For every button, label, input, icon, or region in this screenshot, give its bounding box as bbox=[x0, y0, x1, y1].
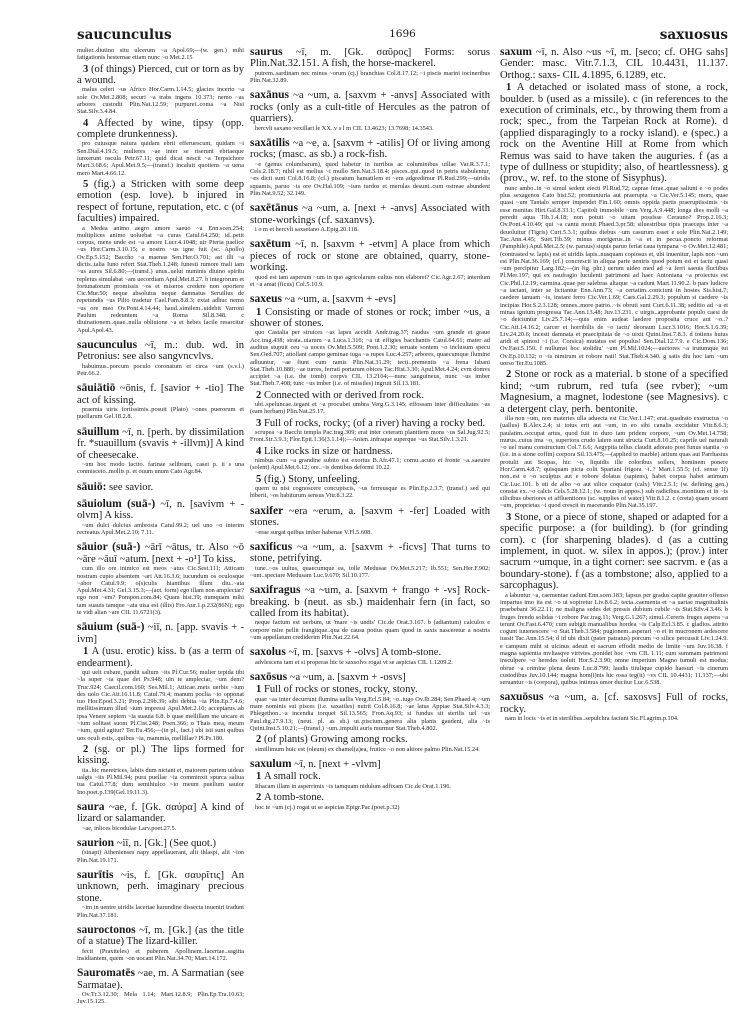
sense-definition: 5 (fig.) a Stricken with some deep emotion (esp. love). b injured in respect of fortune, reputation, etc. c (of faculties) impaired. bbox=[77, 178, 244, 225]
definition-text: ~ārī ~ātus, tr. Also ~ō ~āre ~āuī ~atum. [next + -o¹] To kiss. bbox=[77, 542, 244, 565]
entry-definition bbox=[250, 47, 490, 70]
dictionary-entry bbox=[77, 340, 244, 377]
definition-text: ~a ~um, a. [cf. saxosvs] Full of rocks, rocky. bbox=[500, 692, 728, 715]
entry-definition bbox=[250, 90, 490, 124]
headword: saxōsus bbox=[250, 671, 288, 684]
sense-definition: 1 A detached or isolated mass of stone, a rock, boulder. b (used as a missile). c (in references to the execution of criminals, etc., by throwing them from a rock; spec., from the Tarpeian Rock at Rome). d (applied disparagingly to a rocky island). e (spec.) a rock on the Aventine Hill at Rome from which Remus was said to have taken the auguries. f (as a type of dullness or stupidity; also, of heartlessness). g (prov., w. ref. to the stone of Sisyphus). bbox=[500, 82, 728, 185]
dictionary-entry bbox=[250, 542, 490, 579]
headword: saurion bbox=[77, 837, 115, 849]
citation-block: qui uelt cubare, pandit saltum ~iis Pl.Cur.56; mulier tepida tibi ~la super ~ia quae det Ps.948; uin te amplectar, ~um dem? Truc.924; Caecil.com.160; Ses.Mil.1; Atticae..meis uerbis ~ium des uolo Cic.Att.16.11.8; Catul.79.4; manum poclia ~io opponat tuo Hor.Epod.3.21; Prop.2.29b.39; sibi debita ~ia Plin.Ep.7.4.6; mellitissimum illud ~ium impressi Apul.Met.2.10; acceptarus..ab ipsa Venere septem ~ia suauia 6.8. b quae mellillam me uocare et ~ium solitast suom Pl.Cist.248; Poen.366; o Thais mea, meum ~ium, quid agitur? Ter.Eu.456;—(in pl., fact.) ubi isti sunt quibus uos oculi estis,..quibus ~ia, mammia, mellillae? Pl.Ps.180. bbox=[77, 668, 244, 742]
headword: sāuiō: bbox=[77, 480, 107, 493]
definition-text: ~a ~um, a. [saxvm + -ficvs] That turns to stone, petrifying. bbox=[250, 541, 490, 565]
definition-text: ~ī, n. [perh. by dissimilation fr. *suauillum (svavis + -illvm)] A kind of cheesecake. bbox=[77, 426, 244, 461]
citation-block: mulier..diutino situ ulcerum ~a Apol.69;—(w. gen.) mihi fatigationis hesternae etiam nunc ~o Met.2.15 bbox=[77, 47, 244, 62]
citation-block: pro cuiusque natura quidam ebrii efferuescunt, quidam ~i Sen.Dial.4.19.5; mulieres ~ae inter se riserunt ebriaeque iunxerunt oscula Petr.67.11; quid dicat nescit ~a Terpsichore Mart.3.68.6; Apul.Met.9.5;—(transf.) incaluit quotiens ~a uena mero Mart.4.66.12. bbox=[77, 140, 244, 177]
sense-definition: 1 A small rock. bbox=[256, 771, 321, 783]
dictionary-entry bbox=[77, 968, 244, 1005]
sense-number: 2 bbox=[256, 389, 264, 401]
headword: saxātilis bbox=[250, 136, 290, 149]
entry-definition bbox=[77, 340, 244, 363]
headword: saucunculus bbox=[77, 338, 138, 351]
dictionary-entry bbox=[77, 622, 244, 796]
citation-block: ~ae, inlices bicodulae Larv.poet.27.5. bbox=[82, 824, 177, 832]
citation-block: quod est tam asperum ~um in quo agricolarum cultus non elaboret? Cic.Agr.2.67; interdum et ~a amat (ficus) Col.5.10.9. bbox=[250, 273, 490, 288]
column-left bbox=[77, 47, 244, 1012]
definition-text: ~a ~um, a. [saxvm + frango + -vs] Rock-breaking. b (neut. as sb.) maidenhair fern (in fact, so called from its habitat). bbox=[250, 585, 490, 620]
headword: saura bbox=[77, 800, 105, 813]
citation-block: ubi..speluncae..tegant et ~a procubet umbra Verg.G.3.145; effossam inter difficultates ~as (eam herbam) Plin.Nat.25.17. bbox=[250, 401, 490, 416]
definition-text: ~ī, m. [saxvs + -olvs] A tomb-stone. bbox=[285, 647, 442, 659]
dictionary-entry bbox=[77, 802, 244, 832]
sense-number: 5 bbox=[256, 473, 264, 485]
citation-block: simillimum huic est (oleum) ex chamel(a)ea, frutice ~o non altiore palmo Plin.Nat.15.24. bbox=[255, 745, 480, 753]
sense-number: 1 bbox=[506, 82, 517, 94]
entry-definition bbox=[250, 506, 490, 529]
sense-definition: 1 Full of rocks or stones, rocky, stony. bbox=[256, 684, 418, 696]
headword: saxolus bbox=[250, 646, 286, 659]
sense-definition: 5 (fig.) Stony, unfeeling. bbox=[256, 473, 361, 485]
citation-block: ~erae surgat quibus imber habenae V.Fl.5.608. bbox=[255, 528, 372, 536]
sense-number: 1 bbox=[256, 684, 264, 696]
citation-block: Ithacam illam in asperrimis ~is tamquam nidulum adfixam Cic.de Orat.1.196. bbox=[255, 782, 451, 790]
definition-text: ~a ~um, a. [saxvm + -osvs] bbox=[287, 672, 406, 684]
headword: saxifer bbox=[250, 504, 284, 517]
dictionary-entry bbox=[77, 47, 244, 334]
dictionary-entry bbox=[250, 647, 490, 666]
sense-definition: 3 (of things) Pierced, cut or torn as by a wound. bbox=[77, 63, 244, 86]
definition-text: ~iī, n. [Gk.] (See quot.) bbox=[114, 838, 217, 849]
headword: sāuillum bbox=[77, 425, 120, 438]
guide-word-right: saxuosus bbox=[659, 27, 728, 43]
headword: saxulum bbox=[250, 758, 292, 771]
entry-definition bbox=[250, 759, 490, 770]
sense-definition: 4 Like rocks in size or hardness. bbox=[256, 445, 393, 457]
dictionary-entry bbox=[250, 585, 490, 641]
definition-text: ~a ~um, a. [saxvm + -anvs] Associated with rocks (only as a cult-title of Hercules as the patron of quarriers). bbox=[250, 90, 490, 125]
headword: sāuium (suā-) bbox=[77, 621, 145, 634]
headword: sāuiātiō bbox=[77, 382, 116, 395]
dictionary-entry bbox=[250, 138, 490, 197]
definition-text: ~ōnis, f. [savior + -tio] The act of kissing. bbox=[77, 383, 244, 406]
headword: saxētānus bbox=[250, 202, 298, 215]
entry-definition bbox=[77, 383, 244, 406]
definition-text: ~is, f. [Gk. σαυρῖτις] An unknown, perh. imaginary precious stone. bbox=[77, 870, 244, 904]
entry-definition bbox=[77, 427, 244, 461]
headword: saxifragus bbox=[250, 584, 301, 597]
sense-definition: 2 Stone or rock as a material. b stone of a specified kind; ~um rubrum, red tufa (see rvber); ~um Magnesium, a magnet, lodestone (see Magnesivs). c a detergent clay, perh. bentonite. bbox=[500, 369, 728, 415]
entry-definition bbox=[250, 138, 490, 161]
sense-number: 2 bbox=[256, 734, 264, 746]
dictionary-entry bbox=[250, 672, 490, 753]
headword: saurus bbox=[250, 46, 283, 58]
citation-block: nunc ambo..in ~o simul sedent eiecti Pl.Rud.72; caprae ferae..quae saliunt e ~o podes plus sexagenos Cato hist.52; promunturia aut praerupta ~a Cic.Ver.5.145; mors, quae quasi ~um Tantalo semper impendet Fin.1.60; omnis oppida partis praeruptissimis ~is esse munitas Hirt.Gal.8.33.1; Capitoli immobile ~um Verg.A.9.448; longa dies molli ~a peredit aqua Tib.1.4.18; non potuit ~o uitam possisse Ceraunо? Prop.2.16.3; Ov.Pont.4.10.49; qui ~a cantu monit Phaed.3.pr.58; siluestribus ripis praeceps inter ~a deuoluitur (Tigris) Curt.5.3.1; quibus diebus ~um casurum esset e sole Plin.Nat.2.149; Tac.Ann.4.45; Suet.Tib.39; minus morigerus..in ~a et in pecua..poncto reformat (Pamphile) Apul.Met.2.5; (w. paruus) siquis paruo feriat caua tympana ~o Ov.Met.12.481; (contrasted w. lapis) est et uiridis lapis..nusquam copiosus et, ubi inuenitur, lapis non ~um est Plin.Nat.36.169; (cf.) concrescit in aliqua parte uentris quod potum est et tactu quasi ~um percipitur Larg.182;—(in fig. phr.) uerum uideo med ad ~a ferri saeuis fluctibus Pl.Mer.197; qui ex naufragio luculenti patrimoni ad haec Antoniana ~a proiectus est Cic.Phil.12.19; carmina..quae per salebras altaque ~a cadunt Mart.11.90.2. b pars ludicre ~a iactant, inter se licitantur Enn.Ann.73; ~a certatim..coniciunt in hostes Sis.hist.7; caedere ianuam ~is, instare ferro Cic.Ver.1.69; Caes.Gal.2.29.3; populum si caedere ~is incipias Hor.S.2.3.128; omnes..more patrio..~is obruti sunt Curt.6.11.38; seditio ad ~a et minas ignium progressa Tac.Ann.13.48; Juv.13.231. c uirgis..approbante populo caesi de ~o deiciuntur Liv.25.7.14;—quis enim audeat laedere proposita cruce aut ~o..? Cic.Att.14.16.2; carcer et horribilis de ~o iactu' deorsum Lucr.3.1016; Hor.S.1.6.39; Liv.24.20.6; incesti damnata et praecipitata de ~o uixit Quint.Inst.7.8.3. d totiens huius aridi et spinosi ~i (i.e. Corsica) mutatus est populus! Sen.Dial.12.7.9. e Cic.Dom.136; Ov.Fast.5.150. f nullumst hoc stolidiu' ~um Pl.Mil.1024;—auctores ~a irutumque tui Ov.Ep.10.132; o ~is nimirum et robore nati! Stat.Theb.4.340. g satis diu hoc iam ~um uorso Ter.Eu.1085. bbox=[500, 184, 728, 367]
sense-number: 2 bbox=[506, 369, 515, 381]
definition-text: ~ī, m.: dub. wd. in Petronius: see also sangvncvlvs. bbox=[77, 339, 244, 363]
entry-definition bbox=[77, 499, 244, 522]
citation-block: illa non ~um, non materies ulla aduecta est Cic.Ver.1.147; erat..quadrato exstructus ~o (uallus) B.Alex.2.4; si totus erit aut ~um, in eo sibi canalis excidatur Vitr.8.6.3; paulatim..occupat artus, quod fuit in duro iam pridem corpore, ~um Ov.Met.14.758; murus..cuius ima ~o, superiora crudo latere sunt structa Curt.8.10.25; caprile uel naturali ~o uel manu constructum Col.7.6.6; Aegyptia tellus claudit adorato post funus stantia ~o (i.e. in a stone coffin) corpora Sil.13.475;—(applied to marble) artium quas aut Parrhasius protulit aut Scopas, hic ~o, liquidis ille coloribus sollers, hominem ponere Hor.Carm.4.8.7; quisquam picta colit Spartani frigora ~i..? Mart.1.55.5; (cf. sense 1f) non..est e ~o sculptus aut e robore dolatus (sapiens), habet corpus habet animum Cic.Luc.101. b uti de albo ~o aut silice coquatur (calx) Vitr.2.5.1; (w. defining gen.) constat ex..~o calcis Cels.5.28.12.1; (w. noun in appos.) sub radicibus..montium et in ~is silicibus uberiores et affluentiores (sc. supplies of water) Vitr.8.1.2. c (creta) quam uocant ~um, proprietas ~i quod crescit in macerando Plin.Nat.35.197. bbox=[500, 414, 728, 510]
column-middle bbox=[250, 47, 490, 817]
citation-block: nam in locis ~is et in sterilibus..sepulchra faciunt Sic.Fl.agrim.p.104. bbox=[505, 715, 679, 723]
dictionary-entry bbox=[250, 759, 490, 811]
entry-definition bbox=[77, 925, 244, 948]
dictionary-entry bbox=[77, 838, 244, 864]
citation-block: praemia uiris fortissimis..posuit (Plato) ~ones puerorum et puellarum Gel.18.2.8. bbox=[77, 406, 244, 421]
sense-number: 2 bbox=[83, 743, 95, 755]
citation-block: ~e (genus columbarum), quod habetur in turribus ac columinibus uillae Var.R.3.7.1; Cels.2.18.7; nihil est melius ~i mullo Sen.Nat.3.18.4; pisces..qui..quod in petris stabulentur, ~es dicti sunt Col.8.16.8; (cf.) piscatum hamatilem et ~em adgredimur Pl.Rud.299;—uiridis squamis, paruo ~is ore Ov.Hal.109; ~ium turdos et merulas desunt..cum ostreae abundent Plin.Nat.9.52; 32.149. bbox=[250, 160, 490, 197]
definition-text: ~ī, m. [Gk.] (as the title of a statue) The lizard-killer. bbox=[77, 924, 244, 948]
entry-definition bbox=[250, 294, 490, 305]
definition-text: ~ī, n. [next + -vlvm] bbox=[291, 759, 381, 771]
dictionary-entry bbox=[250, 47, 490, 84]
definition-text: ~ī, n. [saxvm + -etvm] A place from which pieces of rock or stone are obtained, quarry, stone-working. bbox=[250, 239, 490, 274]
headword: saurītis bbox=[77, 869, 114, 881]
sense-number: 3 bbox=[83, 63, 91, 75]
citation-block: quae ~as inter decurrunt flumina uallis Verg.Ecl.5.84; ~o..iugo Ov.Ib.284; Sen.Phaed.4; ~um mare nominis sui pisces (i.e. saxatiles) nutrit Col.8.16.8; ~ae latus Appiae Stat.Silv.4.3.3; Phlegethon..~a incendia torquet Sil.13.565; Fron.Aq.93; si fundus sit sterilis uel ~us Paul.dig.27.9.13; (neut. pl. as sb.) ut..piscium..genera alia planis gaudent, alia ~is Quint.Inst.5.10.21;—(transf.) ~um..impulit auris murmur Stat.Theb.4.802. bbox=[250, 695, 490, 733]
dictionary-entry bbox=[77, 925, 244, 962]
entry-definition bbox=[250, 647, 490, 658]
citation-block: hercvli saxano vexillari le XX..v s l m CIL 13.4623; 13.7698; 14.3543. bbox=[255, 124, 434, 132]
dictionary-entry bbox=[250, 506, 490, 536]
citation-block: fecit (Praxiteles) et puberem Apollinem..lacertae..sagitta insidiantem, quem ~on uocant Plin.Nat.34.70; Mart.14.172. bbox=[77, 947, 244, 962]
headword: saxeus bbox=[250, 293, 282, 306]
citation-block: ita..hic meretrices, labiis dum nictant ei, maiorem partem uideas ualgis ~iis Pl.Mil.94; pura puellae ~ia comminxit spurca saliua tua Catul.77.8; dum semihiulco ~io meum puellum sauior Ino.poet.p.139(Gel.19.11.3). bbox=[77, 766, 244, 796]
sense-definition: 2 Connected with or derived from rock. bbox=[256, 389, 424, 401]
definition-text: ~ī, m. [Gk. σαῦρος] Forms: sorus Plin.Nat.32.151. A fish, the horse-mackerel. bbox=[250, 47, 490, 70]
citation-block: ~um dulci dulcius ambrosia Catul.99.2; uel uno ~o interim recreatus Apul.Met.2.10; 7.11. bbox=[77, 521, 244, 537]
sense-number: 3 bbox=[256, 417, 264, 429]
page-number: 1696 bbox=[389, 28, 416, 40]
dictionary-entry bbox=[500, 47, 728, 686]
dictionary-entry bbox=[500, 692, 728, 722]
citation-block: i o m et hercvli saxsetano A.Epig.20.118. bbox=[255, 226, 359, 234]
dictionary-entry bbox=[77, 383, 244, 420]
sense-number: 3 bbox=[506, 511, 515, 523]
definition-text: ~era ~erum, a. [saxvm + -fer] Loaded with stones. bbox=[250, 505, 490, 529]
dictionary-entry bbox=[250, 90, 490, 132]
citation-block: quo Castalia per struices ~as lapsu accidit Andr.trag.37; raudus ~um grande et graue Acc.trag.438; strata..uiarum ~a Luca.1.316; ~a ut effigies bacchantis Catul.64.61; mater ad auditus stupuit ceu ~a uoces Ov.Met.5.509; Pont.1.2.30; seruate sontem ~o inclusum specu Sen.Oed.707; attollant campo geminae iuga ~a rupes Luc.4.257; arbores, quaecumque flumine adluuntur, ~ae fiunt cum ramis Plin.Nat.31.29; tecti..prementis ~a frena Isbani Stat.Theb.10.880; ~ae turres, ferrati portarum obices Tac.Hist.3.30; Apul.Met.4.24; cvm domvs accipiet ~a (i.e. the tomb) corpvs CIL 13.2104;—nunc sanguineus, nunc ~us imber Stat.Theb.7.408; tunc ~us imber (i.e. of missiles) ingruit Sil.13.181. bbox=[250, 329, 490, 388]
dictionary-entry bbox=[77, 482, 244, 493]
citation-block: Ov.Tr.3.12.30; Mela 1.14; Mart.12.8.9; Plin.Ep.Tra.10.63; Juv.15.125. bbox=[77, 991, 244, 1006]
sense-number: 1 bbox=[256, 306, 266, 318]
dictionary-entry bbox=[250, 203, 490, 233]
sense-definition: 2 (of plants) Growing among rocks. bbox=[256, 734, 408, 746]
headword: saxētum bbox=[250, 238, 291, 251]
dictionary-entry bbox=[77, 427, 244, 476]
definition-text: ~ī, n. [savivm + -olvm] A kiss. bbox=[77, 499, 244, 522]
dictionary-entry bbox=[77, 870, 244, 919]
citation-block: a Medea animo aegro amore saeuo ~a Enn.scen.254; multiplices animo uoluebat ~a curas Catul.64.250; id..petit corpus, mens unde est ~a amore Lucr.4.1048; uir Pieria paelice ~us Hor.Carm.3.10.15; e nostro ~us igne fuit (sc. Apollo) Ov.Ep.5.152; Baccho ~a maenas Sen.Her.O.701; ast illi ~a dictis..talia Iuno refert Stat.Theb.1.248; funesti rumore mali iam ~us aures Sil.6.80;—(transf.) unus..uelut numinis diuino spiritu repletus simulabat ~am uecordiam Apul.Met.8.27. b integrorum et fortunatorum promissis ~os et miseros credere non oportere Cic.Mur.50; neque absolutus neque damnatus Seruilius de repetundis ~us Pilio tradetur Cael.Fam.8.8.3; extat adhuc nemo ~us ore meo Ov.Pont.4.14.44; haud..similem..uidebit Varroni Paulum redeuntem ~a Roma Sil.8.348. c diuinationem..quae..nulla obliuione ~a et hebes facile resarcitur Apul.Apol.43. bbox=[77, 224, 244, 334]
entry-definition bbox=[250, 585, 490, 619]
headword: saxificus bbox=[250, 540, 293, 553]
headword: saxānus bbox=[250, 89, 289, 102]
dictionary-entry bbox=[250, 239, 490, 288]
definition-text: ~iī, n. [app. svavis + -ivm] bbox=[77, 622, 245, 645]
citation-block: ~um hoc modo facito. farinae selibram, casei p. ii s una conmisceto..mollis p. et ouum unum Cato Agr.84. bbox=[77, 461, 244, 476]
entry-definition bbox=[500, 692, 728, 715]
entry-definition bbox=[77, 802, 244, 825]
citation-block: putrem..sardinam nec minus ~orum (cj.) branchias Col.8.17.12; ~i piscis marini iocineribus Plin.Nat.32.89. bbox=[250, 69, 490, 85]
citation-block: habuimus..porcum poculo coronatum et circa ~um (s.v.l.) Petr.66.2. bbox=[77, 362, 244, 378]
entry-definition bbox=[77, 838, 244, 849]
entry-definition bbox=[250, 239, 490, 273]
definition-text: see savior. bbox=[106, 481, 154, 493]
citation-block: tune..~os uultus, quaecumque ea, tolle Medusae Ov.Met.5.217; Ib.551; Sen.Her.F.902; ~um..spectare Medusam Luc.9.670; Sil.10.177. bbox=[250, 564, 490, 579]
entry-definition bbox=[77, 968, 244, 991]
definition-text: ~ī, n. Also ~us ~ī, m. [seco; cf. OHG sahs] Gender: masc. Vitr.7.1.3, CIL 10.4431, 11.137. Orthog.: saxs- CIL 4.1895, 6.1289, etc. bbox=[500, 47, 728, 81]
citation-block: ~im in uentre uiridis lacertae harundine dissecta inueniri tradunt Plin.Nat.37.181. bbox=[77, 904, 244, 919]
entry-definition bbox=[250, 672, 490, 683]
dictionary-entry bbox=[77, 542, 244, 616]
sense-definition: 2 (sg. or pl.) The lips formed for kissing. bbox=[77, 743, 244, 767]
guide-word-left: saucunculus bbox=[77, 27, 172, 43]
definition-text: ~a ~e, a. [saxvm + -atilis] Of or living among rocks; (masc. as sb.) a rock-fish. bbox=[250, 137, 490, 161]
citation-block: (sinapi) Athenienses napy appellauerant, alii thlaspi, alii ~ion Plin.Nat.19.171. bbox=[77, 849, 244, 864]
sense-number: 4 bbox=[83, 117, 97, 129]
citation-block: nimbus cum ~a grandine subito est exortus B.Afr.47.1; cornu..acuto et fronte ~a..saeuire (solent) Apul.Met.6.12; ore..~is dentibus deformi 10.22. bbox=[250, 457, 490, 472]
headword: sāuiolum (suā-) bbox=[77, 498, 156, 510]
citation-block: neque factum est uerbum, ut 'mare ~is undis' Cic.de Orat.3.167. b (adiantum) calculos e corpore mire pellit frangitque..qua de causa potius quam quod in saxis nasceretur a nostris ~um appellatum crediderim Plin.Nat.22.64. bbox=[250, 619, 490, 642]
citation-block: scrupea ~a Bacchi templa Pac.trag.309; erat inter ceteram planitiem mons ~us Sal.Jug.92.5; Front.Str.3.9.3; Flor.Epit.1.36(3.1.14);—Anien..infraque superque ~us Stat.Silv.1.3.21. bbox=[250, 429, 490, 444]
citation-block: cum illo ore inimico est meos ~atus Cic.Sest.111; Atticam nostram cupio absentem ~ari Att.16.3.6; iucundum os oculosque ~abor Catul.9.9; o(s)culis hiantibus illum diu..~ata Apul.Met.4.31; Gel.3.15.3;—(act. form) ego illam non amplectar? ego non ~em? Pompon.com.84; Quam hist.39; numquam mihi tam suauis tamque ~ata uisa est (illis) Fro.Aur.1.p.232(86N); ego te vidi alian ~are CIL 11.6721(3). bbox=[77, 565, 244, 616]
sense-definition: 1 Consisting or made of stones or rock; imber ~us, a shower of stones. bbox=[250, 306, 490, 329]
definition-text: ~ae, f. [Gk. σαύρα] A kind of lizard or salamander. bbox=[77, 801, 244, 825]
headword: sauroctonos bbox=[77, 923, 136, 936]
definition-text: ~a ~um, a. [next + -anvs] Associated with stone-workings (cf. saxanvs). bbox=[250, 203, 490, 226]
citation-block: hoc te ~um (cj.) rogat ut se aspicias Epigr.Pac.(poet.p.32) bbox=[255, 803, 400, 811]
sense-number: 5 bbox=[83, 178, 94, 190]
column-right bbox=[500, 47, 728, 729]
entry-definition bbox=[77, 542, 244, 565]
sense-definition: 3 Stone, or a piece of stone, shaped or adapted for a specific purpose: a (for building). b (for grinding corn). c (for sharpening blades). d (as a cutting implement, in quot. w. silex in appos.); (prov.) inter sacrum ~umque, in a tight corner: see sacrvm. e (as a boundary-stone). f (as a tombstone; also, applied to a sarcophagus). bbox=[500, 511, 728, 592]
entry-definition bbox=[500, 47, 728, 81]
headword: Sauromatēs bbox=[77, 967, 135, 980]
entry-definition bbox=[77, 870, 244, 904]
sense-number: 2 bbox=[256, 792, 264, 804]
sense-definition: 4 Affected by wine, tipsy (opp. complete drunkenness). bbox=[77, 117, 244, 140]
citation-block: quem tu nisi cognoscere concupiscis, ~us ferreusque es Plin.Ep.2.3.7; (transf.) sed qui biberit, ~os habiturum sensus Vitr.8.3.22. bbox=[250, 485, 490, 500]
entry-definition bbox=[77, 622, 244, 645]
citation-block: malus celeri ~us Africo Hor.Carm.1.14.5; glacies incerto ~a sole Ov.Met.2.808; securi ~a trabs ingens 10.373; nemo ~as arbores custodit Plin.Nat.12.59; purpurei..coma ~a Nisi Stat.Silv.3.4.84. bbox=[77, 86, 244, 116]
sense-definition: 3 Full of rocks, rocky; (of a river) having a rocky bed. bbox=[256, 417, 486, 429]
sense-number: 4 bbox=[256, 445, 264, 457]
dictionary-entry bbox=[250, 294, 490, 500]
headword: saxum bbox=[500, 46, 532, 58]
entry-definition bbox=[77, 482, 244, 493]
sense-number: 1 bbox=[83, 646, 92, 658]
dictionary-entry bbox=[77, 499, 244, 536]
entry-definition bbox=[250, 203, 490, 226]
citation-block: a labuntur ~a, caementae cadunt Enn.scen.183; lapsus per gradus capite grauiter offenso impartus imo ita est ~o ut sopiretur Liv.8.6.2; tecta..caementa et ~a uariae magnitudinis praebebant 36.22.11; ne maligna sedes det pressis dubium cubile ~is Stat.Silv.4.3.46. b fruges frendo solidas ~i robore Pac.trag.11; Verg.G.1.267; simul..Cereris fruges aspera ~a terunt Ov.Fast.6.470; cum subigit manualibus hordea ~is Calp.Ecl.3.85. c gladios..attrito cogunt iuuenescere ~o Stat.Theb.3.584; pugionem..asperari ~o et in mucronem ardescere iussit Tac.Ann.15.54; d id ubi dixit (pater patratus) porcum ~o silice percussit Liv.1.24.9. e campum mihi si uicinus adeuit et sacrum effodit medio de limite ~um Juv.16.38. f magna sapientia mvltasqve virtvtes..ponidet hoc ~vm CIL 1.11; cum summam patrimoni insculpere ~o heredes uoluit Hor.S.2.3.90; omne imperium Magno tumuli est modus; obrue ~a crimine plena deum Luc.8.799; laudis titulique cupido haesuri ~is cinerum custodibus Juv.10.144; magna hom(i)nis hic ossa teg(it) ~vs CIL 10.4431; 11.137;—ubi seruantur ~is (corpora), quibus intimus umor ducitur Luc.6.538. bbox=[500, 591, 728, 687]
definition-text: ~a ~um, a. [saxvm + -evs] bbox=[281, 294, 396, 306]
sense-number: 1 bbox=[256, 771, 264, 783]
sense-definition: 1 A (usu. erotic) kiss. b (as a term of endearment). bbox=[77, 646, 244, 669]
citation-block: advlescens tam et si properas hic te saxsolvs rogat vt se aspicias CIL 1.1209.2. bbox=[255, 658, 453, 666]
page-header bbox=[77, 27, 728, 43]
entry-definition bbox=[250, 542, 490, 565]
headword: sāuior (suā-) bbox=[77, 541, 141, 554]
headword: saxuōsus bbox=[500, 691, 544, 704]
definition-text: ~ae, m. A Sarmatian (see Sarmatae). bbox=[77, 968, 244, 991]
sense-definition: 2 A tomb-stone. bbox=[256, 792, 324, 804]
